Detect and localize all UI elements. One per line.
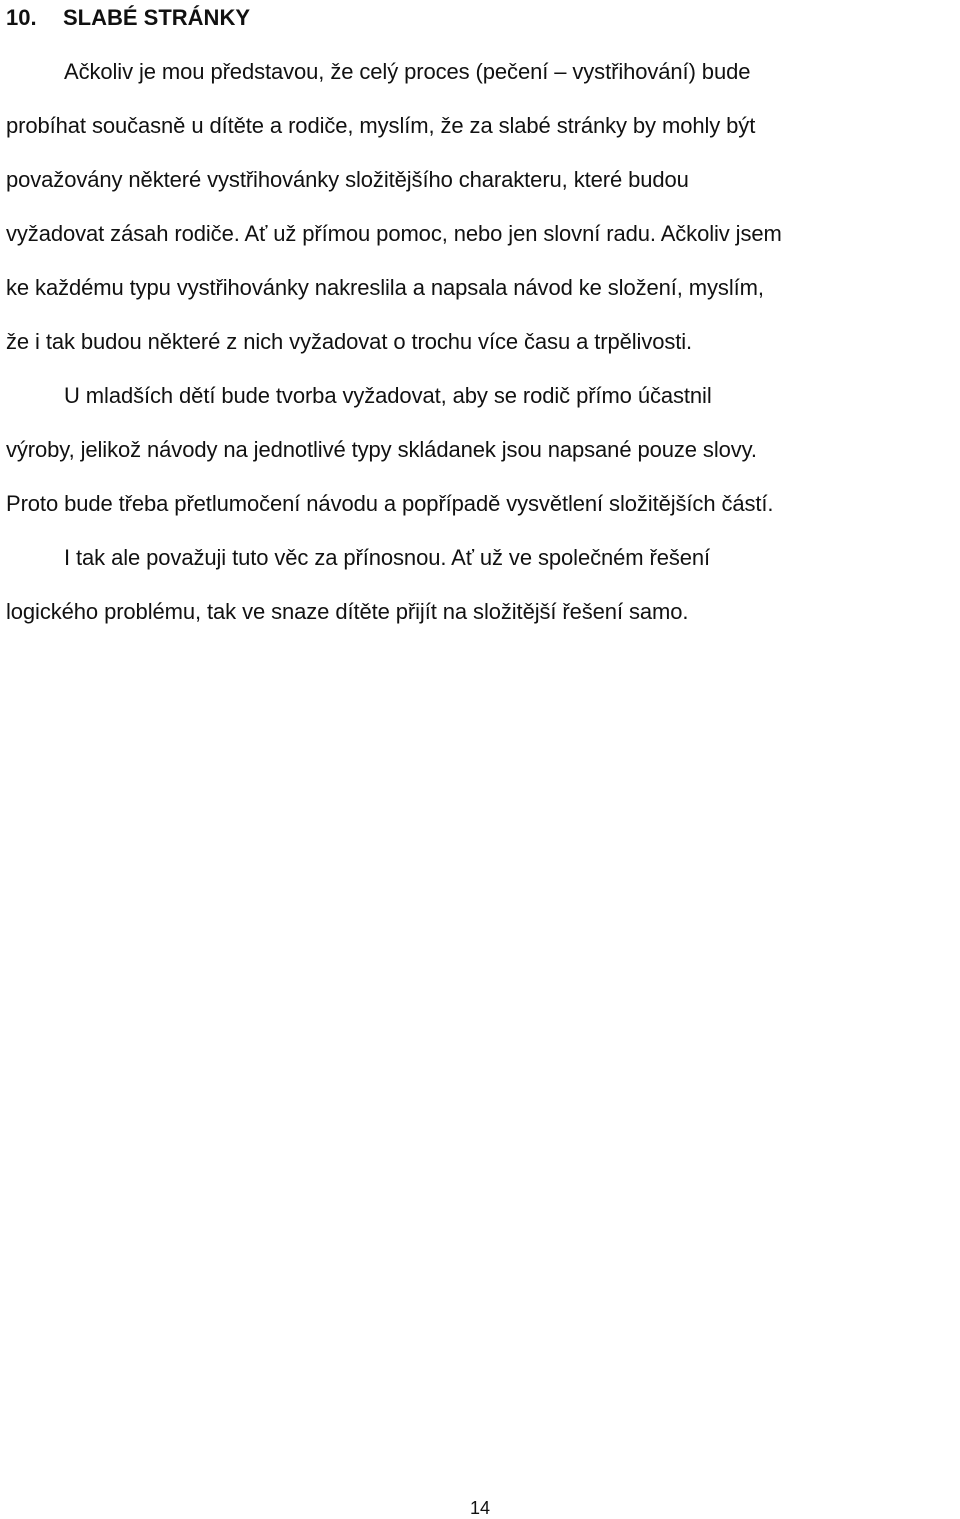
paragraph-line: vyžadovat zásah rodiče. Ať už přímou pomoc, nebo jen slovní radu. Ačkoliv jsem: [6, 221, 782, 246]
section-number: 10.: [6, 5, 37, 30]
paragraph-line: výroby, jelikož návody na jednotlivé typy skládanek jsou napsané pouze slovy.: [6, 437, 757, 462]
section-title: SLABÉ STRÁNKY: [63, 5, 251, 30]
paragraph-line: probíhat současně u dítěte a rodiče, myslím, že za slabé stránky by mohly být: [6, 113, 756, 138]
paragraph-line: Ačkoliv je mou představou, že celý proces (pečení – vystřihování) bude: [64, 59, 751, 84]
paragraph-line: logického problému, tak ve snaze dítěte přijít na složitější řešení samo.: [6, 599, 689, 624]
paragraph-line: U mladších dětí bude tvorba vyžadovat, aby se rodič přímo účastnil: [64, 383, 712, 408]
paragraph-line: že i tak budou některé z nich vyžadovat o trochu více času a trpělivosti.: [6, 329, 693, 354]
paragraph-line: Proto bude třeba přetlumočení návodu a popřípadě vysvětlení složitějších částí.: [6, 491, 774, 516]
paragraph-line: I tak ale považuji tuto věc za přínosnou. Ať už ve společném řešení: [64, 545, 711, 570]
section-heading: [6, 4, 250, 32]
paragraph-line: ke každému typu vystřihovánky nakreslila a napsala návod ke složení, myslím,: [6, 275, 764, 300]
paragraph-line: považovány některé vystřihovánky složitějšího charakteru, které budou: [6, 167, 689, 192]
page-number: 14: [469, 1498, 491, 1518]
